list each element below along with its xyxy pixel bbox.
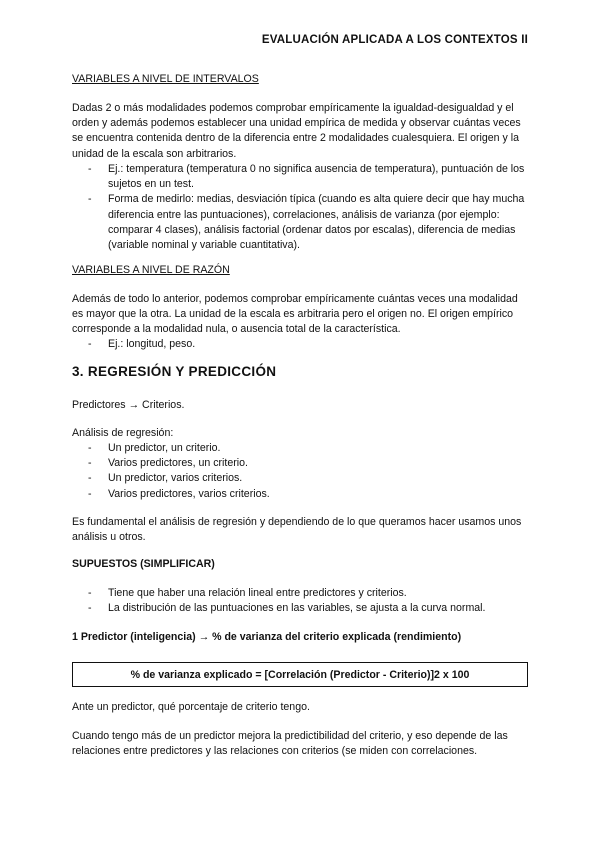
list-item: - Varios predictores, un criterio. [88, 456, 528, 471]
list-item: - Ej.: longitud, peso. [88, 337, 528, 352]
analisis-label: Análisis de regresión: [72, 427, 174, 439]
razon-heading: VARIABLES A NIVEL DE RAZÓN [72, 264, 230, 276]
page-header-title: EVALUACIÓN APLICADA A LOS CONTEXTOS II [261, 34, 528, 46]
supuestos-list [88, 586, 528, 616]
formula-text: % de varianza explicado = [Correlación (Predictor - Criterio)]2 x 100 [130, 668, 470, 681]
ante-paragraph: Ante un predictor, qué porcentaje de criterio tengo. [72, 701, 310, 713]
list-item: - Un predictor, varios criterios. [88, 471, 528, 486]
intervalos-list [88, 162, 528, 253]
cuando-paragraph: Cuando tengo más de un predictor mejora la predictibilidad del criterio, y eso depende de las relaciones entre predictores y las relaciones con criterios (se miden con correlaciones. [72, 730, 508, 758]
list-item: - Tiene que haber una relación lineal entre predictores y criterios. [88, 586, 528, 601]
list-item: - La distribución de las puntuaciones en las variables, se ajusta a la curva normal. [88, 601, 528, 616]
analisis-list [88, 441, 528, 502]
intervalos-paragraph: Dadas 2 o más modalidades podemos comprobar empíricamente la igualdad-desigualdad y el orden y además podemos establecer una unidad empírica de medida y observar cuántas veces se encuentra contenida dentro de la diferencia entre 2 modalidades cualesquiera. El origen y la unidad de la escala son arbitrarios. [72, 102, 521, 160]
intervalos-heading: VARIABLES A NIVEL DE INTERVALOS [72, 73, 259, 85]
razon-list [88, 337, 528, 352]
list-item: - Un predictor, un criterio. [88, 441, 528, 456]
section-title: 3. REGRESIÓN Y PREDICCIÓN [72, 364, 277, 379]
formula-box [72, 662, 528, 687]
supuestos-heading: SUPUESTOS (SIMPLIFICAR) [72, 558, 215, 570]
fundamental-paragraph: Es fundamental el análisis de regresión y dependiendo de lo que queramos hacer usamos unos análisis u otros. [72, 516, 522, 544]
list-item: - Ej.: temperatura (temperatura 0 no significa ausencia de temperatura), puntuación de los sujetos en un test. [88, 162, 528, 192]
predictores-line: Predictores → Criterios. [72, 399, 185, 411]
list-item: - Varios predictores, varios criterios. [88, 487, 528, 502]
list-item: - Forma de medirlo: medias, desviación típica (cuando es alta quiere decir que hay mucha diferencia entre las puntuaciones), correlaciones, análisis de varianza (por ejemplo: comparar 4 clases), análisis factorial (ordenar datos por escalas), diferencia de medias (variable nominal y variable cuantitativa). [88, 192, 528, 253]
predictor-line: 1 Predictor (inteligencia) → % de varianza del criterio explicada (rendimiento) [72, 631, 462, 643]
razon-paragraph: Además de todo lo anterior, podemos comprobar empíricamente cuántas veces una modalidad es mayor que la otra. La unidad de la escala es arbitraria pero el origen no. El origen empírico corresponde a la modalidad nula, o ausencia total de la característica. [72, 293, 518, 336]
